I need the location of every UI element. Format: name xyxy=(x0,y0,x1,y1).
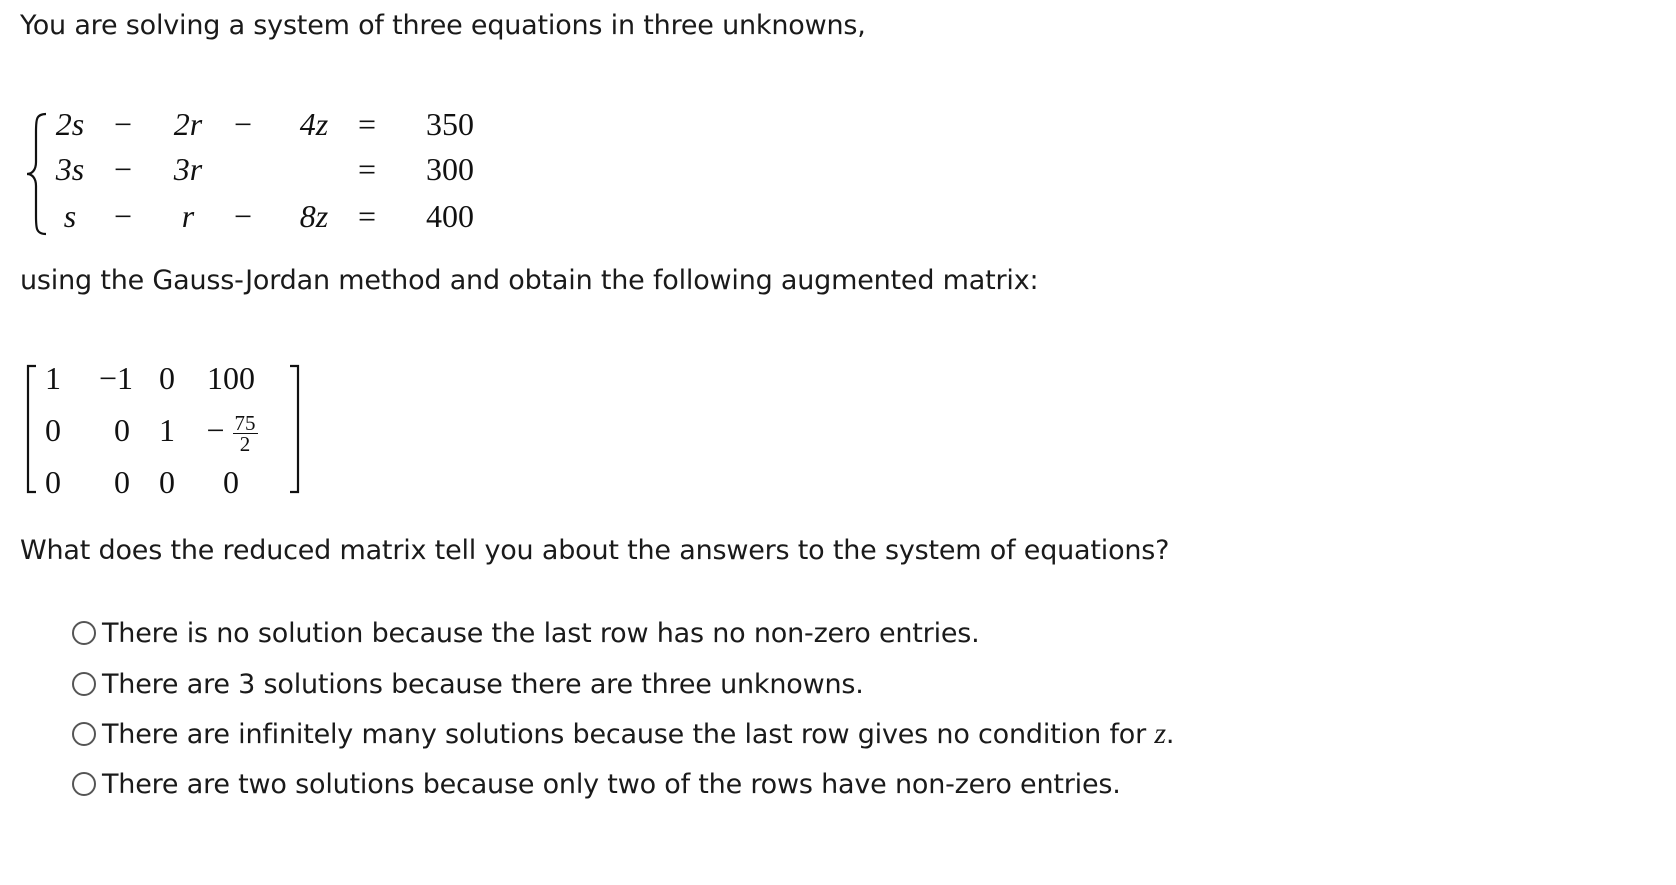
fraction-denominator: 2 xyxy=(239,432,251,457)
left-brace-icon xyxy=(26,112,48,236)
matrix-r3-c3: 0 xyxy=(159,464,175,500)
answer-option-label: There is no solution because the last row has no non-zero entries. xyxy=(102,617,980,649)
eq1-rhs: 350 xyxy=(426,106,474,142)
answer-option-label: There are 3 solutions because there are three unknowns. xyxy=(102,668,864,700)
eq3-op1: − xyxy=(113,198,133,234)
eq1-z-term: 4z xyxy=(299,106,329,142)
eq1-equals: = xyxy=(357,106,377,142)
fraction-numerator: 75 xyxy=(234,411,256,436)
eq2-s-term: 3s xyxy=(55,151,85,187)
matrix-r3-c1: 0 xyxy=(45,464,61,500)
matrix-r2-c1: 0 xyxy=(45,412,61,448)
answer-option-label: There are two solutions because only two of the rows have non-zero entries. xyxy=(102,768,1121,800)
left-bracket-icon xyxy=(26,364,38,494)
matrix-r1-c2: −1 xyxy=(98,360,134,396)
equation-system xyxy=(26,106,546,254)
eq1-op1: − xyxy=(113,106,133,142)
eq1-r-term: 2r xyxy=(173,106,203,142)
radio-button[interactable] xyxy=(72,621,96,645)
matrix-r3-c2: 0 xyxy=(114,464,130,500)
radio-button[interactable] xyxy=(72,772,96,796)
eq3-op2: − xyxy=(233,198,253,234)
matrix-r2-c3: 1 xyxy=(159,412,175,448)
eq3-equals: = xyxy=(357,198,377,234)
matrix-minus-sign: − xyxy=(206,412,225,448)
matrix-r1-c1: 1 xyxy=(45,360,61,396)
method-text: using the Gauss-Jordan method and obtain the following augmented matrix: xyxy=(20,265,1039,296)
intro-text: You are solving a system of three equations in three unknowns, xyxy=(20,10,866,41)
answer-option-4[interactable] xyxy=(72,766,1121,802)
matrix-r2-c4 xyxy=(196,410,268,457)
eq2-r-term: 3r xyxy=(173,151,203,187)
eq1-op2: − xyxy=(233,106,253,142)
variable-z: z xyxy=(1154,717,1166,750)
eq2-rhs: 300 xyxy=(426,151,474,187)
answer-option-3[interactable] xyxy=(72,716,1174,752)
eq1-s-term: 2s xyxy=(55,106,85,142)
eq3-r-term: r xyxy=(181,198,195,234)
matrix-r1-c4: 100 xyxy=(207,360,255,396)
eq3-z-term: 8z xyxy=(299,198,329,234)
matrix-r2-c2: 0 xyxy=(114,412,130,448)
radio-button[interactable] xyxy=(72,722,96,746)
answer-option-label: There are infinitely many solutions because the last row gives no condition for z. xyxy=(102,717,1175,750)
eq2-op1: − xyxy=(113,151,133,187)
right-bracket-icon xyxy=(288,364,300,494)
eq2-equals: = xyxy=(357,151,377,187)
answer-option-2[interactable] xyxy=(72,666,864,702)
augmented-matrix xyxy=(26,360,306,536)
answer-option-1[interactable] xyxy=(72,615,980,651)
matrix-fraction xyxy=(233,411,258,457)
matrix-r1-c3: 0 xyxy=(159,360,175,396)
matrix-r3-c4: 0 xyxy=(223,464,239,500)
question-text: What does the reduced matrix tell you about the answers to the system of equations? xyxy=(20,535,1170,566)
eq3-s-term: s xyxy=(63,198,77,234)
eq3-rhs: 400 xyxy=(426,198,474,234)
radio-button[interactable] xyxy=(72,672,96,696)
